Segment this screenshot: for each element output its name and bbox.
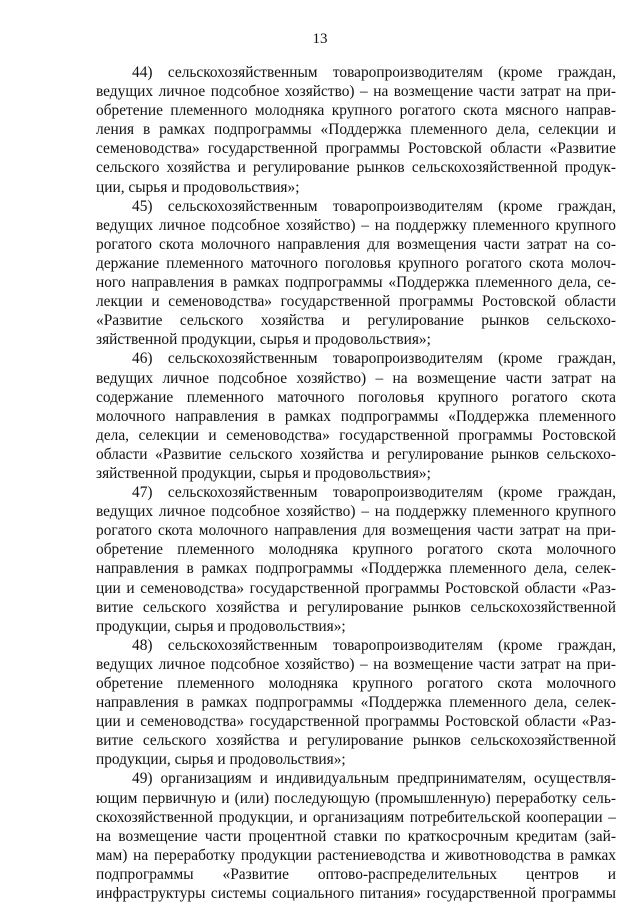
paragraph (96, 483, 616, 636)
paragraph-line: ведущих личное подсобное хозяйство) – на возмещение части затрат на (96, 369, 616, 387)
paragraph-line: ведущих личное подсобное хозяйство) – на возмещение части затрат на при- (96, 655, 616, 673)
paragraph-line: ного направления в рамках подпрограммы «Поддержка племенного дела, се- (96, 274, 616, 292)
paragraph-line: ведущих личное подсобное хозяйство) – на возмещение части затрат на при- (96, 83, 616, 101)
paragraph-line: подпрограммы «Развитие оптово-распределительных центров и (96, 865, 616, 883)
paragraph (96, 769, 616, 903)
paragraph (96, 63, 616, 197)
paragraph-line: «Развитие сельского хозяйства и регулирование рынков сельскохо- (96, 312, 616, 330)
paragraph (96, 197, 616, 350)
paragraph (96, 349, 616, 483)
paragraph-line: зяйственной продукции, сырья и продовольствия»; (96, 464, 431, 482)
page-number: 13 (312, 31, 328, 47)
paragraph-line: ции и семеноводства» государственной программы Ростовской области «Раз- (96, 713, 616, 731)
paragraph-line: направления в рамках подпрограммы «Поддержка племенного дела, селек- (96, 694, 616, 712)
paragraph-line: содержание племенного маточного поголовья крупного рогатого скота (96, 388, 616, 406)
paragraph-line: обретение племенного молодняка крупного рогатого скота мясного направ- (96, 102, 616, 120)
paragraph-line: ции и семеноводства» государственной программы Ростовской области «Раз- (96, 579, 616, 597)
paragraph-line: ведущих личное подсобное хозяйство) – на поддержку племенного крупного (96, 503, 616, 521)
paragraph-line: рогатого скота молочного направления для возмещения части затрат на со- (96, 235, 616, 253)
paragraph-line: ции, сырья и продовольствия»; (96, 178, 300, 196)
paragraph-line: зяйственной продукции, сырья и продовольствия»; (96, 331, 431, 349)
paragraph-line: 49) организациям и индивидуальным предпринимателям, осуществля- (132, 770, 616, 788)
paragraph-line: области «Развитие сельского хозяйства и регулирование рынков сельскохо- (96, 445, 616, 463)
paragraph-line: дела, селекции и семеноводства» государственной программы Ростовской (96, 426, 616, 444)
document-body (96, 63, 616, 903)
paragraph-line: ющим первичную и (или) последующую (промышленную) переработку сель- (96, 789, 616, 807)
paragraph-line: на возмещение части процентной ставки по краткосрочным кредитам (зай- (96, 827, 616, 845)
paragraph-line: витие сельского хозяйства и регулирование рынков сельскохозяйственной (96, 732, 616, 750)
paragraph-line: ведущих личное подсобное хозяйство) – на поддержку племенного крупного (96, 216, 616, 234)
paragraph-line: 48) сельскохозяйственным товаропроизводителям (кроме граждан, (132, 636, 616, 654)
paragraph-line: мам) на переработку продукции растениеводства и животноводства в рамках (96, 846, 616, 864)
paragraph-line: направления в рамках подпрограммы «Поддержка племенного дела, селек- (96, 560, 616, 578)
paragraph-line: молочного направления в рамках подпрограммы «Поддержка племенного (96, 407, 616, 425)
paragraph-line: сельского хозяйства и регулирование рынков сельскохозяйственной продук- (96, 159, 616, 177)
paragraph-line: скохозяйственной продукции, и организациям потребительской кооперации – (96, 808, 616, 826)
paragraph-line: рогатого скота молочного направления для возмещения части затрат на при- (96, 522, 616, 540)
paragraph-line: продукции, сырья и продовольствия»; (96, 617, 346, 635)
paragraph (96, 636, 616, 770)
paragraph-line: обретение племенного молодняка крупного рогатого скота молочного (96, 675, 616, 692)
paragraph-line: 47) сельскохозяйственным товаропроизводителям (кроме граждан, (132, 484, 616, 502)
paragraph-line: 46) сельскохозяйственным товаропроизводителям (кроме граждан, (132, 350, 616, 368)
paragraph-line: ления в рамках подпрограммы «Поддержка племенного дела, селекции и (96, 121, 616, 139)
paragraph-line: держание племенного маточного поголовья крупного рогатого скота молоч- (96, 254, 616, 272)
paragraph-line: витие сельского хозяйства и регулирование рынков сельскохозяйственной (96, 598, 616, 616)
paragraph-line: семеноводства» государственной программы Ростовской области «Развитие (96, 140, 616, 158)
paragraph-line: продукции, сырья и продовольствия»; (96, 751, 346, 769)
paragraph-line: инфраструктуры системы социального питания» государственной программы (96, 885, 616, 903)
paragraph-line: 45) сельскохозяйственным товаропроизводителям (кроме граждан, (132, 197, 616, 215)
paragraph-line: 44) сельскохозяйственным товаропроизводителям (кроме граждан, (132, 64, 616, 81)
paragraph-line: лекции и семеноводства» государственной программы Ростовской области (96, 293, 616, 311)
paragraph-line: обретение племенного молодняка крупного рогатого скота молочного (96, 541, 616, 559)
